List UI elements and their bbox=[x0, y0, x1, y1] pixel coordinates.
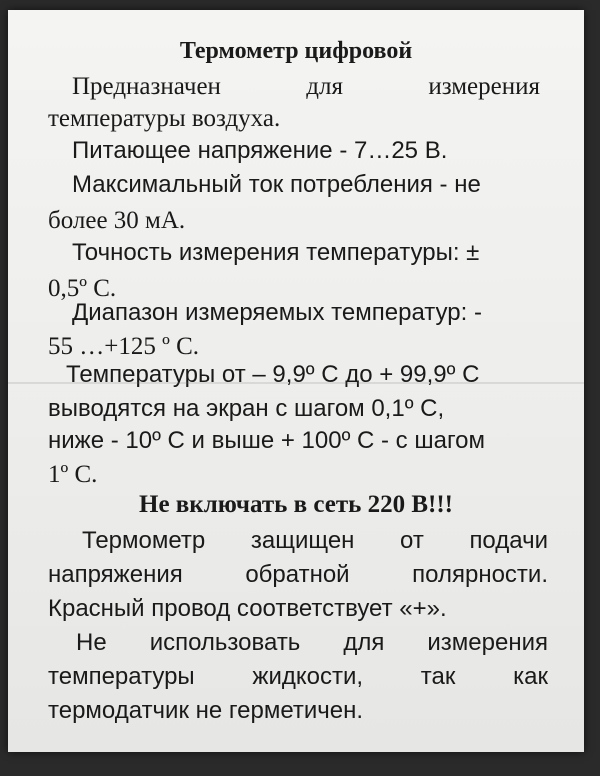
liquid-line-2: температуры жидкости, так как bbox=[48, 663, 548, 690]
max-current-line-2: более 30 мА. bbox=[48, 207, 186, 234]
liquid-line-1: Не использовать для измерения bbox=[76, 629, 548, 656]
liquid-line-3: термодатчик не герметичен. bbox=[48, 697, 364, 724]
supply-voltage: Питающее напряжение - 7…25 В. bbox=[72, 137, 448, 164]
range-line-1: Диапазон измеряемых температур: - bbox=[72, 299, 482, 326]
range-line-2: 55 …+125 º С. bbox=[48, 333, 200, 360]
display-line-1: Температуры от – 9,9º С до + 99,9º С bbox=[66, 361, 480, 388]
purpose-line-1: Предназначен для измерения bbox=[72, 73, 540, 100]
max-current-line-1: Максимальный ток потребления - не bbox=[72, 171, 481, 198]
display-line-2: выводятся на экран с шагом 0,1º С, bbox=[48, 395, 445, 422]
instruction-sheet bbox=[8, 10, 584, 752]
accuracy-line-1: Точность измерения температуры: ± bbox=[72, 239, 480, 266]
display-line-3: ниже - 10º С и выше + 100º С - с шагом bbox=[48, 427, 486, 454]
protection-line-2: напряжения обратной полярности. bbox=[48, 561, 548, 588]
display-line-4: 1º С. bbox=[48, 461, 98, 488]
document-title: Термометр цифровой bbox=[179, 38, 413, 64]
protection-line-3: Красный провод соответствует «+». bbox=[48, 595, 447, 622]
purpose-line-2: температуры воздуха. bbox=[48, 105, 281, 132]
accuracy-line-2: 0,5º С. bbox=[48, 275, 117, 302]
protection-line-1: Термометр защищен от подачи bbox=[82, 527, 548, 554]
warning-text: Не включать в сеть 220 В!!! bbox=[139, 491, 453, 518]
